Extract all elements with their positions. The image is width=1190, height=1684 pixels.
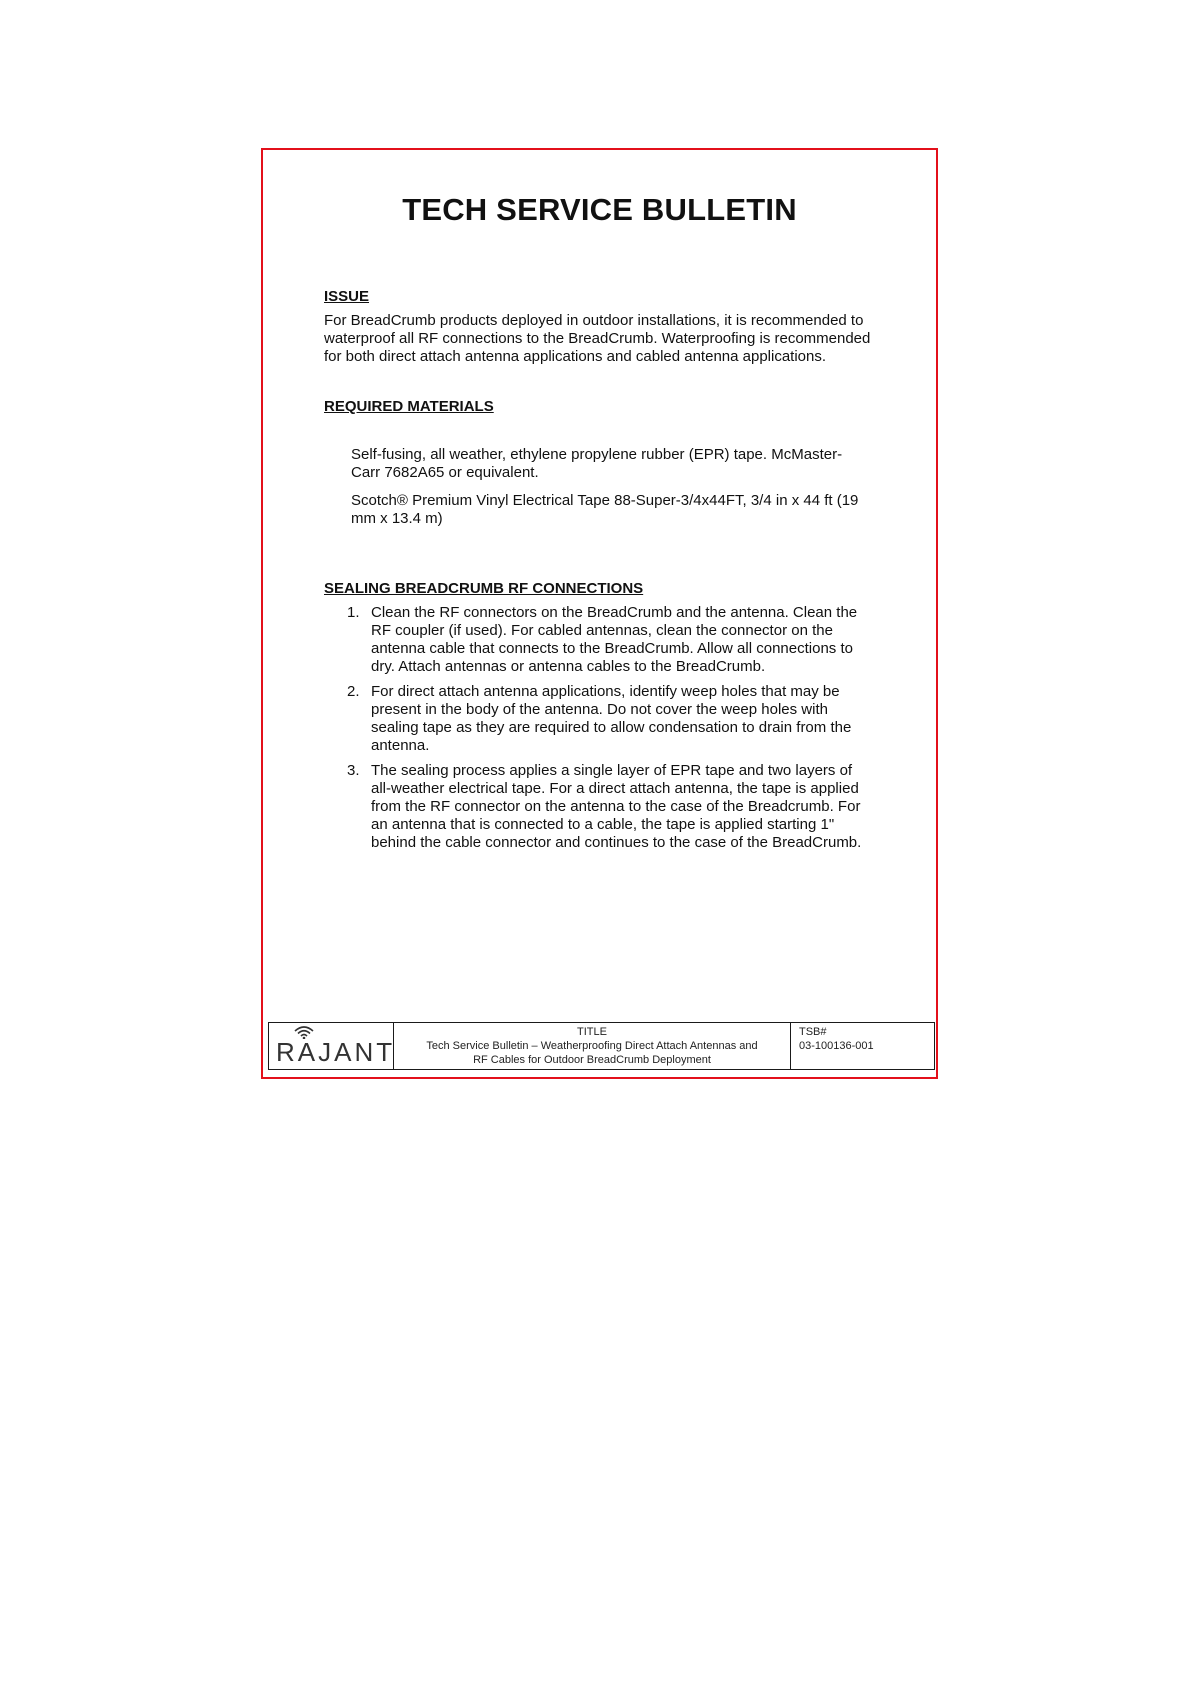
- issue-heading: ISSUE: [324, 288, 370, 305]
- materials-list: [351, 446, 871, 528]
- footer-title-cell: [394, 1023, 791, 1069]
- sealing-step: [324, 604, 873, 676]
- title-line: Tech Service Bulletin – Weatherproofing Direct Attach Antennas and: [426, 1040, 758, 1052]
- sealing-step: [324, 762, 873, 852]
- materials-heading: REQUIRED MATERIALS: [324, 398, 494, 415]
- title-label: TITLE: [577, 1026, 607, 1038]
- issue-text: For BreadCrumb products deployed in outdoor installations, it is recommended to waterproof all RF connections to the BreadCrumb. Waterproofing is recommended for both direct attach antenna applications and cabled antenna applications.: [324, 312, 871, 365]
- tsb-number: 03-100136-001: [799, 1040, 874, 1052]
- step-number: 2.: [347, 683, 360, 700]
- footer-tsb-cell: [791, 1023, 934, 1069]
- step-number: 1.: [347, 604, 360, 621]
- logo-text: RAJANT: [276, 1037, 396, 1067]
- sealing-heading: SEALING BREADCRUMB RF CONNECTIONS: [324, 580, 644, 597]
- material-item: Self-fusing, all weather, ethylene propylene rubber (EPR) tape. McMaster-Carr 7682A65 or equivalent.: [351, 446, 843, 481]
- bulletin-content: [324, 288, 880, 859]
- title-line: RF Cables for Outdoor BreadCrumb Deployment: [473, 1054, 711, 1066]
- footer-table: [268, 1022, 935, 1070]
- document-title: TECH SERVICE BULLETIN: [402, 192, 797, 227]
- company-logo: [269, 1023, 394, 1069]
- step-text: For direct attach antenna applications, identify weep holes that may be present in the body of the antenna. Do not cover the weep holes with sealing tape as they are required to allow condensation to drain from the antenna.: [371, 683, 852, 754]
- sealing-section: [324, 580, 880, 852]
- sealing-steps: [324, 604, 880, 852]
- tsb-label: TSB#: [799, 1026, 827, 1038]
- step-number: 3.: [347, 762, 360, 779]
- material-item: Scotch® Premium Vinyl Electrical Tape 88-Super-3/4x44FT, 3/4 in x 44 ft (19 mm x 13.4 m): [351, 492, 859, 527]
- bulletin-page: [261, 148, 938, 1079]
- step-text: The sealing process applies a single layer of EPR tape and two layers of all-weather electrical tape. For a direct attach antenna, the tape is applied from the RF connector on the antenna to the case of the Breadcrumb. For an antenna that is connected to a cable, the tape is applied starting 1" behind the cable connector and continues to the case of the BreadCrumb.: [371, 762, 862, 851]
- step-text: Clean the RF connectors on the BreadCrumb and the antenna. Clean the RF coupler (if used). For cabled antennas, clean the connector on the antenna cable that connects to the BreadCrumb. Allow all connections to dry. Attach antennas or antenna cables to the BreadCrumb.: [371, 604, 858, 675]
- issue-section: [324, 288, 880, 366]
- sealing-step: [324, 683, 873, 755]
- materials-section: [324, 398, 880, 528]
